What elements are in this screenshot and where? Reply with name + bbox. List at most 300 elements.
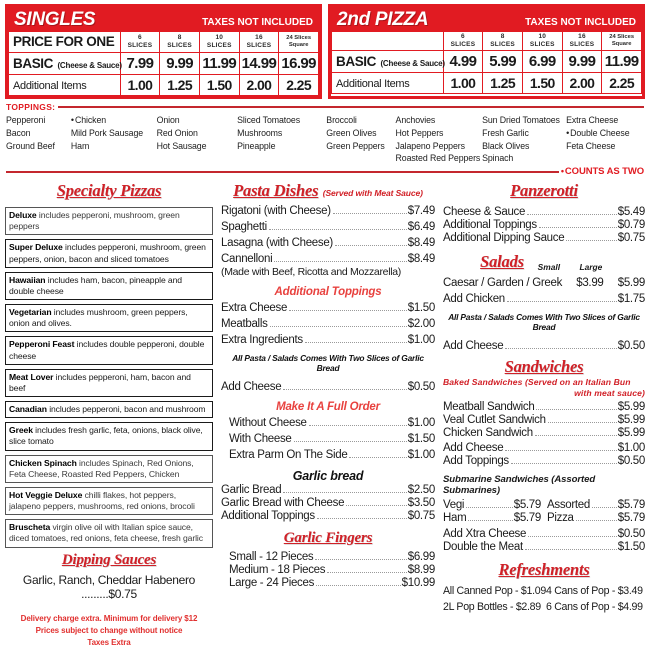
- disclaimer-line-3: Taxes Extra: [87, 637, 131, 647]
- pasta-item: [221, 205, 435, 217]
- item-name: Without Cheese: [229, 417, 307, 429]
- toppings-heading: TOPPINGS:: [6, 102, 56, 112]
- leader-dots: [333, 213, 407, 214]
- item-price: $0.50: [617, 340, 645, 352]
- topping-item: Pepperoni: [6, 115, 46, 125]
- second-basic-square: 11.99: [602, 51, 642, 73]
- singles-basic-label: BASIC (Cheese & Sauce): [9, 53, 121, 75]
- toppings-section: [6, 102, 644, 177]
- specialty-desc: includes mushroom, green peppers, onion and olives.: [9, 307, 188, 329]
- toppings-column: [482, 114, 566, 165]
- item-price: $1.00: [407, 334, 435, 346]
- specialty-name: Deluxe: [9, 210, 37, 220]
- second-add-square: 2.25: [602, 73, 642, 94]
- full-order-title: Make It A Full Order: [276, 401, 380, 413]
- leader-dots: [528, 536, 617, 537]
- specialty-item: [5, 519, 213, 547]
- topping-item: Ham: [70, 140, 90, 151]
- specialty-item: [5, 487, 213, 515]
- col-header-10: 10 SLICES: [199, 32, 239, 53]
- item-price: $2.50: [407, 484, 435, 496]
- leader-dots: [566, 240, 616, 241]
- toppings-column: [326, 114, 395, 165]
- item-price: $5.99: [617, 427, 645, 440]
- second-additional-label: Additional Items: [332, 73, 444, 94]
- panzerotti-item: [443, 232, 645, 244]
- pasta-item-name: Lasagna (with Cheese): [221, 237, 333, 249]
- singles-basic-8: 9.99: [160, 53, 200, 75]
- item-name: Add Cheese: [221, 381, 282, 393]
- salads-heading-row: [443, 252, 645, 272]
- pasta-item: [221, 221, 435, 233]
- topping-item: Anchovies: [395, 115, 436, 125]
- specialty-desc: includes double pepperoni, double cheese: [9, 339, 205, 361]
- panzerotti-title: Panzerotti: [510, 181, 578, 200]
- menu-body-columns: [0, 177, 650, 649]
- garlic-fingers-item: [221, 564, 435, 576]
- item-name: Large - 24 Pieces: [229, 577, 315, 589]
- leader-dots: [315, 559, 406, 560]
- singles-basic-6: 7.99: [120, 53, 160, 75]
- toppings-column: [237, 114, 326, 165]
- item-name: Meatball Sandwich: [443, 401, 535, 414]
- item-name: Additional Dipping Sauce: [443, 232, 565, 244]
- item-price: $3.50: [407, 497, 435, 509]
- leader-dots: [468, 520, 512, 521]
- additional-topping-item: [221, 302, 435, 314]
- specialty-item: [5, 401, 213, 418]
- pasta-subtitle: (Served with Meat Sauce): [322, 188, 423, 198]
- refreshments-right-column: [546, 584, 645, 615]
- item-price: $0.50: [407, 381, 435, 393]
- specialty-item: [5, 304, 213, 332]
- item-price: $5.79: [617, 499, 645, 512]
- specialty-item: [5, 272, 213, 300]
- topping-item: Green Peppers: [326, 140, 385, 151]
- singles-grid: [8, 31, 319, 96]
- leader-dots: [505, 348, 616, 349]
- leader-dots: [527, 214, 617, 215]
- refreshments-title: Refreshments: [498, 560, 590, 580]
- topping-item: Sliced Tomatoes: [237, 115, 301, 125]
- pasta-item-name: Rigatoni (with Cheese): [221, 205, 331, 217]
- sandwich-item: [443, 427, 645, 439]
- topping-item: Jalapeno Peppers: [395, 140, 465, 151]
- topping-item: • Chicken: [71, 114, 157, 127]
- table-row: [9, 32, 319, 53]
- item-name: Pizza: [547, 512, 574, 525]
- specialty-desc: includes pepperoni, mushroom, green peppers: [9, 210, 180, 232]
- item-price: $5.79: [617, 512, 645, 525]
- leader-dots: [283, 492, 406, 493]
- toppings-heading-row: [6, 102, 644, 112]
- singles-additional-label: Additional Items: [9, 75, 121, 96]
- submarine-item: [547, 512, 645, 524]
- toppings-column: [71, 114, 157, 165]
- item-name: Add Cheese: [443, 442, 504, 455]
- topping-item: Black Olives: [482, 140, 530, 151]
- pasta-item-price: $8.49: [407, 237, 435, 249]
- price-tables-row: [0, 0, 650, 99]
- topping-item: Extra Cheese: [566, 115, 619, 125]
- specialty-name: Chicken Spinach: [9, 457, 77, 468]
- toppings-column: [566, 114, 644, 165]
- specialty-name: Hawaiian: [9, 274, 46, 285]
- leader-dots: [309, 425, 407, 426]
- leader-dots: [505, 450, 616, 451]
- salad-row: [443, 277, 645, 289]
- item-name: Extra Cheese: [221, 302, 288, 314]
- topping-item: Roasted Red Peppers: [395, 153, 481, 164]
- salads-title: Salads: [480, 252, 524, 271]
- topping-item: Spinach: [482, 153, 514, 164]
- item-price: $0.50: [617, 455, 645, 468]
- item-price: $5.79: [513, 499, 541, 512]
- table-row: [332, 51, 642, 73]
- sandwich-item: [443, 442, 645, 454]
- item-name: Assorted: [547, 499, 590, 512]
- topping-item: Green Olives: [326, 127, 377, 138]
- item-price: $5.99: [617, 414, 645, 427]
- leader-dots: [576, 520, 617, 521]
- refreshment-item: 4 Cans of Pop - $3.49: [545, 585, 643, 598]
- item-name: Add Chicken: [443, 293, 505, 305]
- sandwich-item: [443, 455, 645, 467]
- add-cheese-line: [221, 381, 435, 393]
- pasta-item: [221, 253, 435, 265]
- pasta-item: [221, 237, 435, 249]
- specialty-name: Hot Veggie Deluxe: [9, 489, 83, 500]
- leader-dots: [269, 229, 407, 230]
- pasta-dishes-title: Pasta Dishes: [233, 181, 319, 200]
- singles-add-square: 2.25: [279, 75, 319, 96]
- item-name: Garlic Bread with Cheese: [221, 497, 345, 509]
- pasta-item-name: Spaghetti: [221, 221, 267, 233]
- panzerotti-item: [443, 219, 645, 231]
- topping-item: Broccoli: [326, 115, 357, 125]
- item-name: Add Xtra Cheese: [443, 528, 527, 541]
- specialty-desc: includes pepperoni, ham, bacon and beef: [9, 371, 191, 393]
- toppings-column: [6, 114, 71, 165]
- topping-item: Mild Pork Sausage: [70, 128, 144, 139]
- topping-item: Pineapple: [237, 140, 276, 151]
- leader-dots: [274, 261, 406, 262]
- item-name: Veal Cutlet Sandwich: [443, 414, 546, 427]
- specialty-name: Vegetarian: [9, 307, 52, 318]
- second-basic-6: 4.99: [443, 51, 483, 73]
- col-header-square: 24 Slices Square: [602, 32, 642, 51]
- refreshments-left-column: [443, 584, 546, 615]
- item-name: Cheese & Sauce: [443, 206, 526, 218]
- leader-dots: [346, 505, 407, 506]
- specialty-item: [5, 455, 213, 483]
- specialty-name: Pepperoni Feast: [9, 339, 75, 350]
- leader-dots: [539, 227, 617, 228]
- salads-note: All Pasta / Salads Comes With Two Slices of Garlic Bread: [448, 312, 640, 332]
- topping-item: Feta Cheese: [566, 140, 616, 151]
- disclaimer-line-1: Delivery charge extra. Minimum for delivery $12: [20, 613, 198, 623]
- specialty-pizzas-title: Specialty Pizzas: [56, 181, 162, 200]
- singles-title: SINGLES: [14, 9, 96, 30]
- full-order-item: [221, 433, 435, 445]
- garlic-bread-item: [221, 510, 435, 522]
- item-price: $1.50: [617, 541, 645, 554]
- second-basic-10: 6.99: [522, 51, 562, 73]
- specialty-item: [5, 336, 213, 364]
- col-header-8: 8 SLICES: [160, 32, 200, 53]
- leader-dots: [327, 572, 406, 573]
- second-add-16: 2.00: [562, 73, 602, 94]
- topping-item: Fresh Garlic: [482, 127, 529, 138]
- garlic-fingers-title: Garlic Fingers: [283, 530, 373, 546]
- salad-price-large: $5.99: [617, 277, 645, 289]
- item-name: Add Cheese: [443, 340, 504, 352]
- second-add-8: 1.25: [483, 73, 523, 94]
- specialty-name: Meat Lover: [9, 371, 54, 382]
- toppings-rule: [58, 106, 644, 108]
- submarine-row-2: [443, 511, 645, 524]
- singles-add-10: 1.50: [199, 75, 239, 96]
- leader-dots: [525, 549, 617, 550]
- leader-dots: [283, 389, 406, 390]
- leader-dots: [511, 463, 617, 464]
- refreshment-item: All Canned Pop - $1.09: [443, 585, 546, 598]
- toppings-column: [396, 114, 483, 165]
- full-order-item: [221, 449, 435, 461]
- topping-item: Mushrooms: [237, 127, 283, 138]
- topping-item: Red Onion: [156, 127, 198, 138]
- specialty-item: [5, 422, 213, 450]
- leader-dots: [335, 245, 407, 246]
- table-row: [9, 75, 319, 96]
- specialty-name: Super Deluxe: [9, 242, 63, 253]
- add-chicken-line: [443, 293, 645, 305]
- sandwiches-subtitle: [443, 377, 645, 398]
- specialty-desc: virgin olive oil with Italian spice sauce, diced tomatoes, red onions, feta cheese, fresh garlic: [9, 522, 203, 544]
- item-name: With Cheese: [229, 433, 292, 445]
- item-name: Additional Toppings: [443, 219, 537, 231]
- panzerotti-item: [443, 206, 645, 218]
- item-price: $5.99: [617, 401, 645, 414]
- refreshment-item: 2L Pop Bottles - $2.89: [443, 600, 541, 613]
- leader-dots: [289, 310, 407, 311]
- leader-dots: [592, 507, 617, 508]
- price-table-second-pizza: [328, 4, 645, 99]
- garlic-bread-item: [221, 497, 435, 509]
- topping-item: Sun Dried Tomatoes: [482, 115, 560, 125]
- item-price: $1.75: [617, 293, 645, 305]
- submarine-sandwiches-heading: Submarine Sandwiches (Assorted Submarines): [443, 474, 596, 497]
- leader-dots: [548, 422, 617, 423]
- item-price: $0.75: [407, 510, 435, 522]
- column-specialty: [5, 181, 217, 649]
- col-header-6: 6 SLICES: [443, 32, 483, 51]
- additional-toppings-title: Additional Toppings: [274, 286, 382, 298]
- item-name: Extra Ingredients: [221, 334, 303, 346]
- counts-as-two-row: [6, 166, 644, 177]
- item-name: Chicken Sandwich: [443, 427, 533, 440]
- refreshments-grid: [443, 584, 645, 615]
- table-row: [9, 53, 319, 75]
- col-header-16: 16 SLICES: [562, 32, 602, 51]
- submarine-row-1: [443, 498, 645, 511]
- specialty-desc: chilli flakes, hot peppers, jalapeno peppers, mushrooms, red onions, brocoli: [9, 489, 195, 512]
- pasta-footnote: (Made with Beef, Ricotta and Mozzarella): [221, 266, 401, 278]
- specialty-item: [5, 369, 213, 397]
- second-row-label-header: [332, 32, 444, 51]
- additional-topping-item: [221, 334, 435, 346]
- pasta-item-price: $7.49: [407, 205, 435, 217]
- item-price: $1.00: [407, 417, 435, 429]
- singles-row-label-header: PRICE FOR ONE: [9, 32, 121, 53]
- specialty-name: Bruscheta: [9, 522, 51, 533]
- counts-rule: [6, 171, 559, 173]
- specialty-desc: includes pepperoni, bacon and mushroom: [49, 404, 206, 415]
- leader-dots: [305, 342, 407, 343]
- singles-basic-square: 16.99: [279, 53, 319, 75]
- item-name: Meatballs: [221, 318, 268, 330]
- item-price: $0.50: [617, 528, 645, 541]
- specialty-desc: includes pepperoni, mushroom, green peppers, onion, bacon and sliced tomatoes: [9, 242, 206, 264]
- table-row: [332, 32, 642, 51]
- item-name: Medium - 18 Pieces: [229, 564, 326, 576]
- garlic-fingers-item: [221, 577, 435, 589]
- salad-price-small: $3.99: [576, 277, 604, 289]
- full-order-item: [221, 417, 435, 429]
- item-price: $0.79: [617, 219, 645, 231]
- salads-size-small-header: Small: [537, 262, 561, 272]
- sandwiches-subtitle-line1: Baked Sandwiches (Served on an Italian Bun: [443, 377, 631, 387]
- topping-item: • Double Cheese: [566, 127, 644, 140]
- additional-topping-item: [221, 318, 435, 330]
- dipping-sauces-title: Dipping Sauces: [61, 551, 157, 568]
- specialty-desc: includes ham, bacon, pineapple and double cheese: [9, 274, 182, 296]
- toppings-column: [157, 114, 238, 165]
- col-header-16: 16 SLICES: [239, 32, 279, 53]
- col-header-8: 8 SLICES: [483, 32, 523, 51]
- item-price: $5.49: [617, 206, 645, 218]
- pasta-item-price: $6.49: [407, 221, 435, 233]
- topping-item: Hot Peppers: [395, 127, 444, 138]
- singles-add-16: 2.00: [239, 75, 279, 96]
- salad-name: Caesar / Garden / Greek: [443, 277, 563, 289]
- salads-add-cheese-line: [443, 340, 645, 352]
- garlic-bread-item: [221, 484, 435, 496]
- item-name: Vegi: [443, 499, 465, 512]
- singles-basic-10: 11.99: [199, 53, 239, 75]
- specialty-desc: includes Spinach, Red Onions, Feta Cheese, Roasted Red Peppers, Chicken: [9, 457, 194, 479]
- sandwiches-title: Sandwiches: [504, 357, 584, 376]
- specialty-item: [5, 239, 213, 267]
- leader-dots: [536, 409, 616, 410]
- garlic-bread-title: Garlic bread: [292, 469, 364, 483]
- sandwich-item: [443, 401, 645, 413]
- second-pizza-tax-note: TAXES NOT INCLUDED: [525, 17, 636, 28]
- item-name: Additional Toppings: [221, 510, 315, 522]
- col-header-10: 10 SLICES: [522, 32, 562, 51]
- price-table-singles: [5, 4, 322, 99]
- submarine-item: [443, 512, 547, 524]
- leader-dots: [535, 435, 617, 436]
- topping-item: Hot Sausage: [156, 140, 207, 151]
- pasta-item-price: $8.49: [407, 253, 435, 265]
- leader-dots: [294, 441, 407, 442]
- sandwich-extra-item: [443, 528, 645, 540]
- item-name: Double the Meat: [443, 541, 523, 554]
- leader-dots: [466, 507, 513, 508]
- refreshment-item: 6 Cans of Pop - $4.99: [545, 600, 643, 613]
- leader-dots: [316, 585, 401, 586]
- item-price: $1.00: [617, 442, 645, 455]
- topping-item: Ground Beef: [6, 140, 55, 151]
- specialty-desc: includes fresh garlic, feta, onions, black olive, slice tomato: [9, 425, 203, 447]
- second-pizza-header: [331, 7, 642, 31]
- leader-dots: [270, 326, 407, 327]
- item-name: Garlic Bread: [221, 484, 282, 496]
- leader-dots: [349, 457, 406, 458]
- leader-dots: [507, 301, 617, 302]
- submarine-item: [443, 499, 547, 511]
- second-add-10: 1.50: [522, 73, 562, 94]
- item-price: $6.99: [407, 551, 435, 563]
- col-header-6: 6 SLICES: [120, 32, 160, 53]
- garlic-fingers-item: [221, 551, 435, 563]
- item-price: $1.00: [407, 449, 435, 461]
- sandwich-extra-item: [443, 541, 645, 553]
- salads-size-large-header: Large: [579, 262, 603, 272]
- second-basic-label: BASIC (Cheese & Sauce): [332, 51, 444, 73]
- disclaimer-line-2: Prices subject to change without notice: [35, 625, 183, 635]
- toppings-columns: [6, 112, 644, 165]
- item-price: $2.00: [407, 318, 435, 330]
- item-name: Small - 12 Pieces: [229, 551, 314, 563]
- sandwiches-subtitle-line2: with meat sauce): [574, 387, 645, 398]
- disclaimer-block: [5, 613, 213, 649]
- item-price: $1.50: [407, 433, 435, 445]
- second-basic-16: 9.99: [562, 51, 602, 73]
- second-pizza-title: 2nd PIZZA: [337, 9, 429, 30]
- pasta-item-name: Cannelloni: [221, 253, 273, 265]
- singles-add-8: 1.25: [160, 75, 200, 96]
- item-name: Ham: [443, 512, 467, 525]
- second-basic-8: 5.99: [483, 51, 523, 73]
- singles-add-6: 1.00: [120, 75, 160, 96]
- specialty-name: Canadian: [9, 404, 47, 415]
- col-header-square: 24 Slices Square: [279, 32, 319, 53]
- item-price: $0.75: [617, 232, 645, 244]
- item-name: Extra Parm On The Side: [229, 449, 348, 461]
- specialty-name: Greek: [9, 425, 33, 436]
- second-pizza-grid: [331, 31, 642, 94]
- counts-as-two-label: • COUNTS AS TWO: [561, 166, 644, 177]
- topping-item: Bacon: [6, 127, 31, 138]
- second-add-6: 1.00: [443, 73, 483, 94]
- specialty-item: [5, 207, 213, 235]
- specialty-list: [5, 207, 213, 548]
- singles-header: [8, 7, 319, 31]
- dipping-sauces-line: Garlic, Ranch, Cheddar Habenero .........$0.75: [22, 572, 196, 601]
- singles-tax-note: TAXES NOT INCLUDED: [202, 17, 313, 28]
- column-panzerotti: [439, 181, 645, 649]
- item-price: $8.99: [407, 564, 435, 576]
- topping-item: Onion: [156, 115, 180, 125]
- pasta-salad-note: All Pasta / Salads Comes With Two Slices of Garlic Bread: [232, 353, 424, 373]
- item-price: $10.99: [401, 577, 435, 589]
- item-price: $5.79: [513, 512, 541, 525]
- singles-basic-16: 14.99: [239, 53, 279, 75]
- pasta-heading-row: [221, 181, 435, 201]
- submarine-item: [547, 499, 645, 511]
